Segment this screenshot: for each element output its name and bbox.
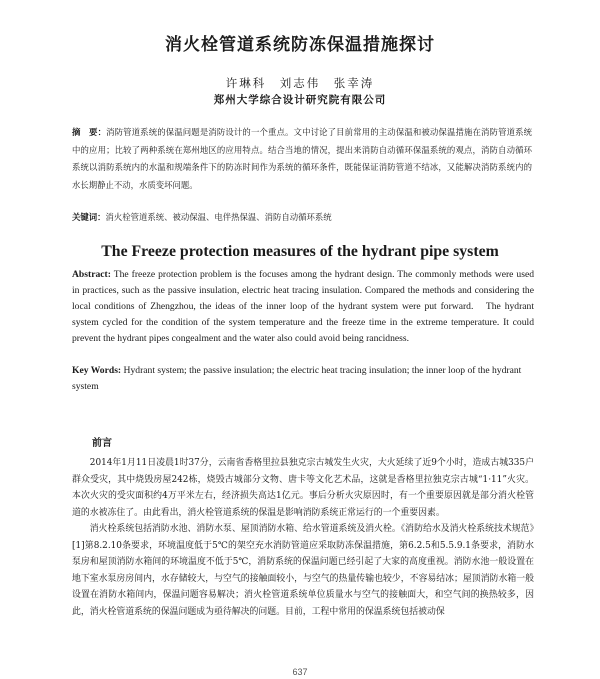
english-title: The Freeze protection measures of the hydrant pipe system — [101, 243, 499, 260]
affiliation: 郑州大学综合设计研究院有限公司 — [213, 94, 387, 106]
chinese-abstract-text: 消防管道系统的保温问题是消防设计的一个重点。文中讨论了目前常用的主动保温和被动保温措施在消防管道系统中的应用；比较了两种系统在郑州地区的应用特点。结合当地的情况，提出来消防自动循环保温系统的观点，消防自动循环系统以消防系统内的水温和规端条件下的防冻时间作为系统的循环条件，既能保证消防管道不结冰，又能解决消防系统内的水长期静止不动，水质变坏问题。 — [72, 127, 533, 190]
chinese-abstract-label: 摘 要： — [72, 127, 107, 137]
chinese-abstract — [72, 124, 532, 194]
chinese-keywords-label: 关键词： — [72, 212, 106, 222]
body-paragraph-1: 2014年1月11日凌晨1时37分，云南省香格里拉县独克宗古城发生火灾，大火延续了近9个小时，造成古城335户群众受灾，其中烧毁房屋242栋，烧毁古城部分文物、唐卡等文化艺术品，这就是香格里拉独克宗古城“1·11”火灾。本次火灾的受灾面积约4万平米左右，经济损失高达1亿元。事后分析火灾原因时，有一个重要原因就是部分消火栓管道的水被冻住了。由此看出，消火栓管道系统的保温是影响消防系统正常运行的一个重要因素。 — [72, 458, 534, 518]
body-text — [72, 455, 534, 620]
page-number: 637 — [292, 667, 308, 677]
english-keywords — [72, 363, 534, 395]
authors: 许琳科 刘志伟 张幸涛 — [225, 76, 375, 90]
english-abstract — [72, 267, 534, 347]
preface-heading: 前言 — [92, 438, 112, 449]
chinese-keywords — [72, 209, 532, 226]
english-keywords-label: Key Words: — [72, 365, 122, 376]
chinese-keywords-text: 消火栓管道系统、被动保温、电伴热保温、消防自动循环系统 — [105, 212, 332, 222]
english-abstract-label: Abstract: — [72, 269, 111, 280]
chinese-title: 消火栓管道系统防冻保温措施探讨 — [165, 35, 435, 55]
english-abstract-text: The freeze protection problem is the focuses among the hydrant design. The commonly methods were used in practices, such as the passive insulation, electric heat tracing insulation. Compared the methods and considering the local conditions of Zhengzhou, the ideas of the inner loop of the hydrant system were put forward. The hydrant system cycled for the condition of the system temperature and the freeze time in the extreme temperature. It could prevent the hydrant pipes congealment and the water also could avoid being rancidness. — [72, 269, 534, 344]
english-keywords-text: Hydrant system; the passive insulation; the electric heat tracing insulation; the inner loop of the hydrant system — [72, 365, 522, 392]
body-paragraph-2: 消火栓系统包括消防水池、消防水泵、屋顶消防水箱、给水管道系统及消火栓。《消防给水及消火栓系统技术规范》[1]第8.2.10条要求，环境温度低于5℃的架空充水消防管道应采取防冻保温措施，第6.2.5和5.5.9.1条要求，消防水泵房和屋顶消防水箱间的环境温度不低于5℃，消防系统的保温问题已经引起了大家的高度重视。消防水池一般设置在地下室水泵房房间内，水存储较大，与空气的接触面较小，与空气的热量传输也较少，不容易结冰；屋顶消防水箱一般设置在消防水箱间内，保温问题容易解决；消火栓管道系统单位质量水与空气的接触面大，和空气间的换热较多，因此，消火栓管道系统的保温问题成为亟待解决的问题。目前，工程中常用的保温系统包括被动保 — [72, 524, 534, 617]
